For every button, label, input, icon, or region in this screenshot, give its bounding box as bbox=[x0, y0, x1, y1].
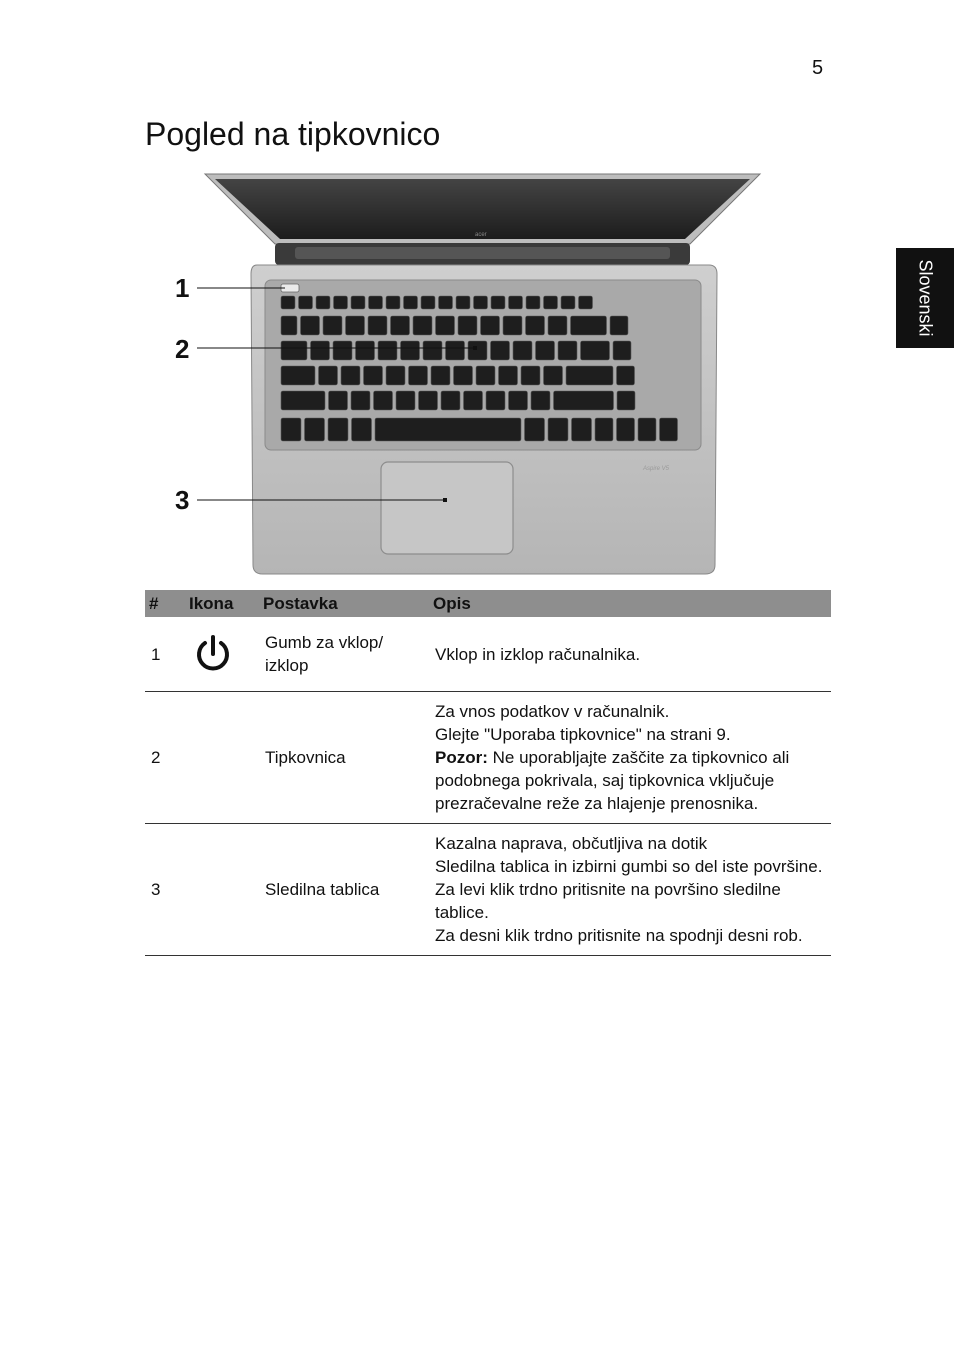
warning-text: Ne uporabljajte zaščite za tipkovnico ali podobnega pokrivala, saj tipkovnica vključuje prezračevalne reže za hlajenje prenosnika. bbox=[435, 748, 790, 813]
keyboard-key bbox=[579, 296, 593, 309]
keyboard-key bbox=[531, 391, 550, 410]
keyboard-key bbox=[613, 341, 631, 360]
keyboard-key bbox=[413, 316, 432, 335]
callout-dot-3 bbox=[443, 498, 447, 502]
row-item: Gumb za vklop/ izklop bbox=[259, 617, 429, 692]
callout-1: 1 bbox=[175, 273, 190, 303]
row-number: 1 bbox=[145, 617, 185, 692]
keyboard-key bbox=[638, 418, 656, 441]
keyboard-key bbox=[509, 391, 528, 410]
keyboard-key bbox=[329, 391, 348, 410]
keyboard-key bbox=[375, 418, 521, 441]
keyboard-key bbox=[374, 391, 393, 410]
description-line: Vklop in izklop računalnika. bbox=[435, 644, 641, 664]
keyboard-key bbox=[526, 296, 540, 309]
keyboard-key bbox=[311, 341, 330, 360]
keyboard-key bbox=[454, 366, 473, 385]
keyboard-key bbox=[548, 316, 567, 335]
keyboard-key bbox=[386, 366, 405, 385]
keyboard-key bbox=[474, 296, 488, 309]
laptop-screen bbox=[215, 179, 750, 239]
row-icon-cell bbox=[185, 692, 259, 824]
keyboard-key bbox=[456, 296, 470, 309]
keyboard-key bbox=[328, 418, 348, 441]
table-row bbox=[145, 824, 831, 956]
keyboard-key bbox=[351, 296, 365, 309]
description-line: Za vnos podatkov v računalnik. bbox=[435, 702, 670, 721]
keyboard-key bbox=[491, 296, 505, 309]
keyboard-key bbox=[281, 296, 295, 309]
description-line: Za levi klik trdno pritisnite na površino sledilne tablice. bbox=[435, 880, 781, 922]
touchpad bbox=[381, 462, 513, 554]
keyboard-key bbox=[509, 296, 523, 309]
row-description bbox=[429, 824, 831, 956]
page-title: Pogled na tipkovnico bbox=[145, 116, 441, 152]
page-number: 5 bbox=[812, 57, 824, 79]
keyboard-key bbox=[316, 296, 330, 309]
keyboard-key bbox=[301, 316, 320, 335]
keyboard-key bbox=[364, 366, 383, 385]
keyboard-key bbox=[281, 341, 307, 360]
row-icon-cell bbox=[185, 824, 259, 956]
col-header-item: Postavka bbox=[259, 590, 429, 617]
warning-note bbox=[435, 746, 831, 815]
keyboard-key bbox=[595, 418, 613, 441]
palmrest-model-mark: Aspire V5 bbox=[643, 466, 670, 472]
keyboard-key bbox=[369, 296, 383, 309]
keyboard-key bbox=[401, 341, 420, 360]
keyboard-key bbox=[486, 391, 505, 410]
keyboard-key bbox=[409, 366, 428, 385]
keyboard-key bbox=[476, 366, 495, 385]
keyboard-key bbox=[481, 316, 500, 335]
keyboard-key bbox=[346, 316, 365, 335]
row-number: 3 bbox=[145, 824, 185, 956]
keyboard-key bbox=[281, 316, 297, 335]
description-line: Sledilna tablica in izbirni gumbi so del iste površine. bbox=[435, 857, 823, 876]
keyboard-key bbox=[391, 316, 410, 335]
keyboard-key bbox=[386, 296, 400, 309]
col-header-number: # bbox=[145, 590, 185, 617]
row-icon-cell bbox=[185, 617, 259, 692]
keyboard-key bbox=[499, 366, 518, 385]
keyboard-key bbox=[526, 316, 545, 335]
description-line: Za desni klik trdno pritisnite na spodnji desni rob. bbox=[435, 926, 803, 945]
keyboard-key bbox=[464, 391, 483, 410]
lid-logo: acer bbox=[475, 232, 487, 238]
keyboard-key bbox=[617, 391, 635, 410]
keyboard-key bbox=[536, 341, 555, 360]
keyboard-key bbox=[491, 341, 510, 360]
keyboard-key bbox=[368, 316, 387, 335]
keyboard-key bbox=[521, 366, 540, 385]
keyboard-key bbox=[572, 418, 592, 441]
col-header-icon: Ikona bbox=[185, 590, 259, 617]
keyboard-key bbox=[525, 418, 545, 441]
keyboard-key bbox=[441, 391, 460, 410]
keyboard-key bbox=[548, 418, 568, 441]
keyboard-key bbox=[544, 366, 563, 385]
warning-label: Pozor: bbox=[435, 748, 488, 767]
laptop-keyboard-figure bbox=[145, 170, 831, 580]
keyboard-key bbox=[513, 341, 532, 360]
keyboard-key bbox=[617, 418, 635, 441]
table-row bbox=[145, 692, 831, 824]
keyboard-key bbox=[561, 296, 575, 309]
callout-2: 2 bbox=[175, 334, 190, 364]
keyboard-key bbox=[319, 366, 338, 385]
description-line: Glejte "Uporaba tipkovnice" na strani 9. bbox=[435, 725, 731, 744]
keyboard-key bbox=[446, 341, 465, 360]
row-description bbox=[429, 617, 831, 692]
keyboard-key bbox=[281, 366, 315, 385]
keyboard-key bbox=[660, 418, 678, 441]
table-header-row bbox=[145, 590, 831, 617]
keyboard-key bbox=[281, 391, 325, 410]
keyboard-key bbox=[333, 341, 352, 360]
laptop-illustration bbox=[145, 170, 831, 580]
description-line: Kazalna naprava, občutljiva na dotik bbox=[435, 834, 708, 853]
callout-dot-2 bbox=[473, 346, 477, 350]
keyboard-key bbox=[299, 296, 313, 309]
keyboard-key bbox=[352, 418, 372, 441]
keyboard-key bbox=[468, 341, 487, 360]
keyboard-key bbox=[404, 296, 418, 309]
keyboard-key bbox=[281, 418, 301, 441]
keyboard-key bbox=[566, 366, 613, 385]
row-item: Tipkovnica bbox=[259, 692, 429, 824]
keyboard-key bbox=[419, 391, 438, 410]
keyboard-key bbox=[544, 296, 558, 309]
col-header-description: Opis bbox=[429, 590, 831, 617]
callout-3: 3 bbox=[175, 485, 190, 515]
keyboard-key bbox=[351, 391, 370, 410]
language-tab bbox=[896, 248, 954, 348]
row-item: Sledilna tablica bbox=[259, 824, 429, 956]
keyboard-key bbox=[558, 341, 577, 360]
keyboard-key bbox=[305, 418, 325, 441]
keyboard-key bbox=[421, 296, 435, 309]
keyboard-key bbox=[436, 316, 455, 335]
keyboard-key bbox=[617, 366, 635, 385]
component-table bbox=[145, 590, 831, 956]
power-icon bbox=[193, 634, 233, 674]
keyboard-key bbox=[334, 296, 348, 309]
row-description bbox=[429, 692, 831, 824]
keyboard-key bbox=[581, 341, 610, 360]
row-number: 2 bbox=[145, 692, 185, 824]
keyboard-key bbox=[431, 366, 450, 385]
keyboard-key bbox=[341, 366, 360, 385]
keyboard-key bbox=[458, 316, 477, 335]
keyboard-key bbox=[378, 341, 397, 360]
keyboard-key bbox=[571, 316, 607, 335]
keyboard-key bbox=[439, 296, 453, 309]
keyboard-key bbox=[423, 341, 442, 360]
language-tab-label: Slovenski bbox=[915, 259, 936, 337]
keyboard-key bbox=[323, 316, 342, 335]
keyboard-key bbox=[610, 316, 628, 335]
keyboard-key bbox=[396, 391, 415, 410]
table-row bbox=[145, 617, 831, 692]
keyboard-key bbox=[554, 391, 614, 410]
keyboard-key bbox=[503, 316, 522, 335]
keyboard-key bbox=[356, 341, 375, 360]
